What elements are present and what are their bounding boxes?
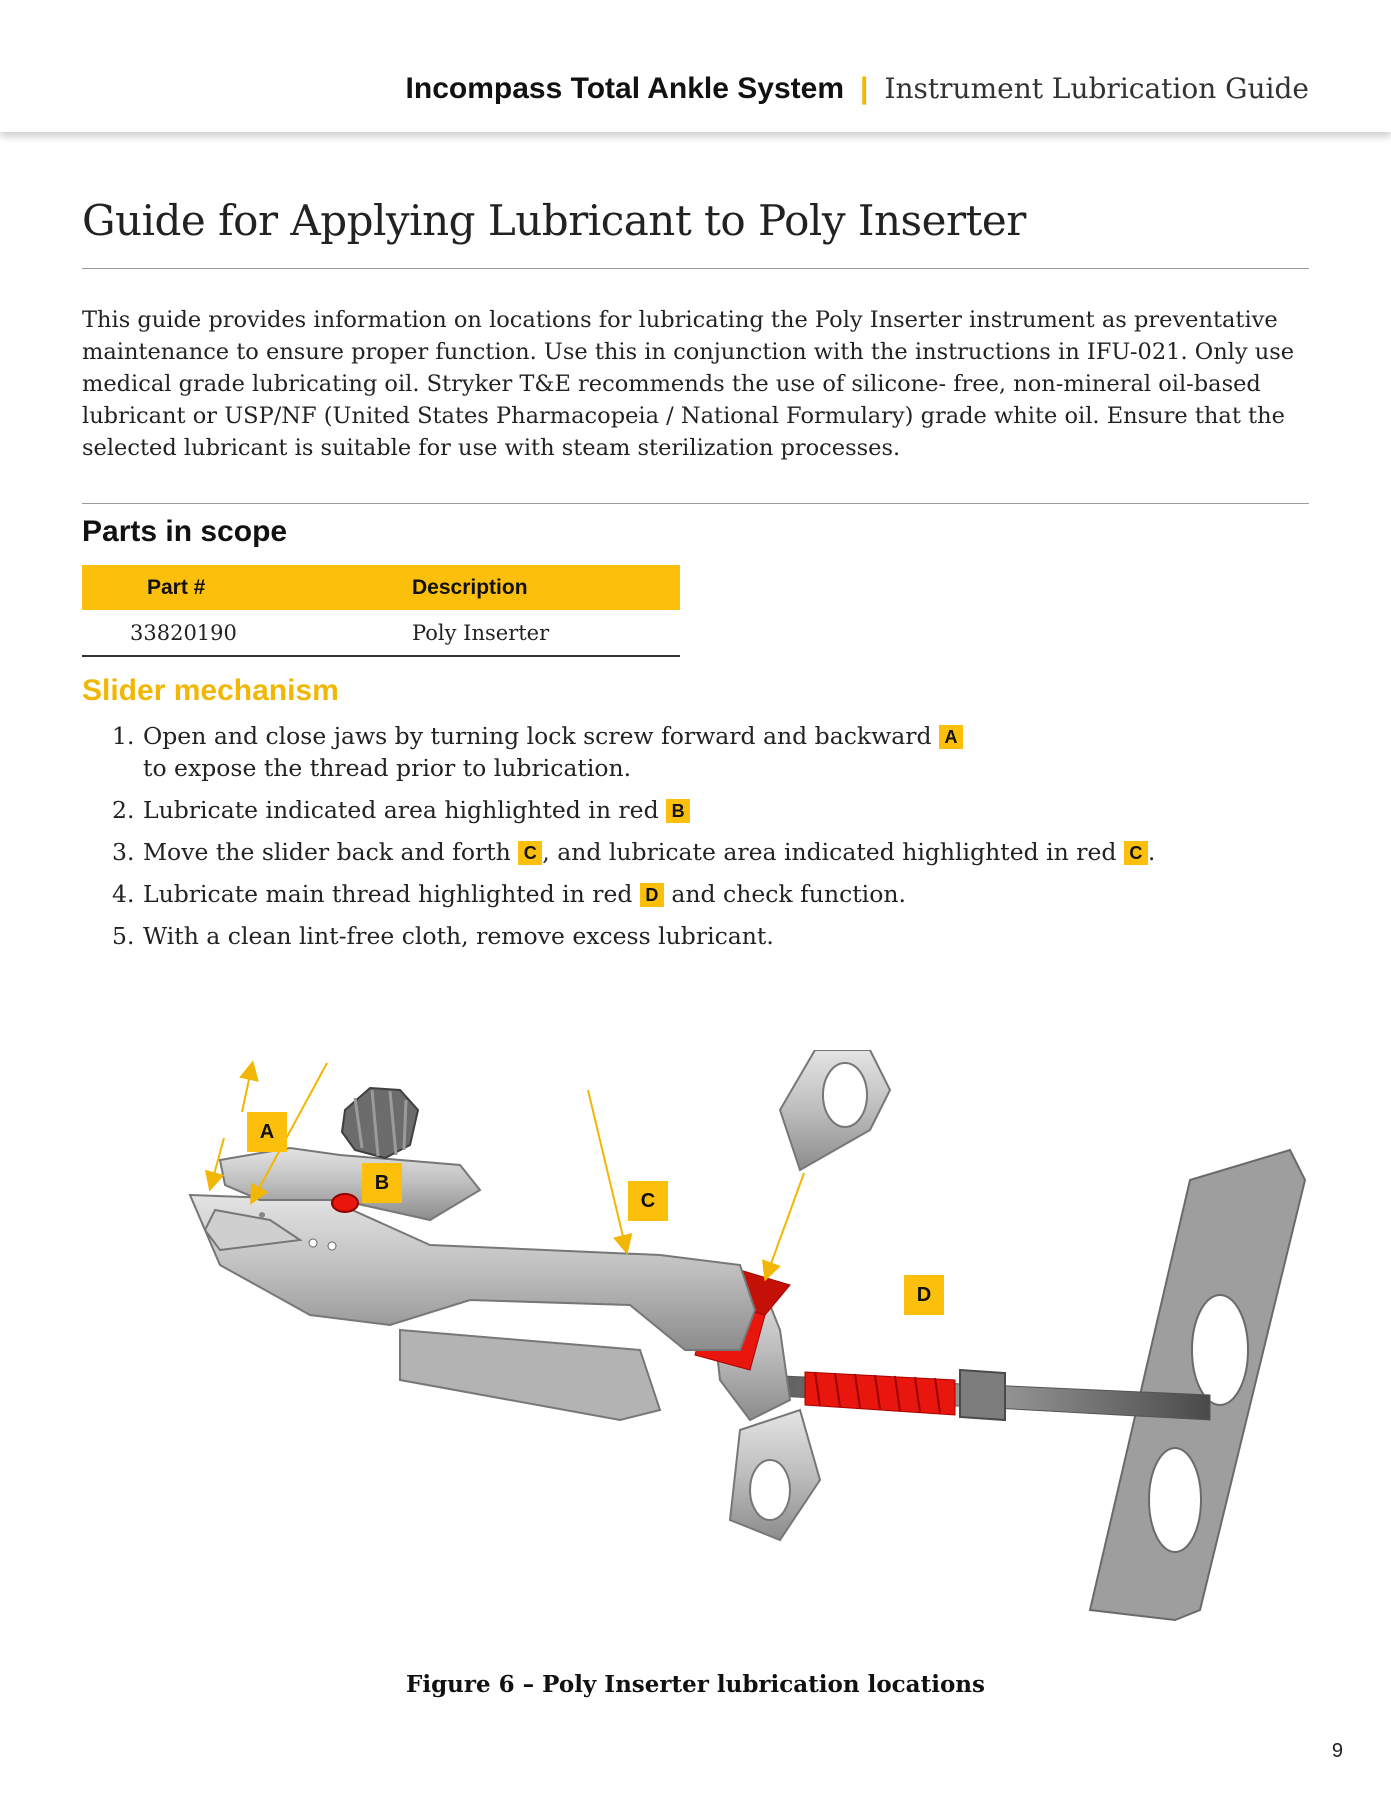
- step-list: [112, 720, 1292, 962]
- callout-badge-b: B: [666, 799, 690, 823]
- title-divider: [82, 268, 1309, 269]
- callout-label-a: A: [247, 1112, 287, 1152]
- lock-screw-knob: [342, 1088, 418, 1158]
- callout-label-d: D: [904, 1275, 944, 1315]
- list-item: 3. Move the slider back and forth C , and lubricate area indicated highlighted in red C .: [112, 838, 1156, 866]
- figure-caption: Figure 6 – Poly Inserter lubrication locations: [406, 1671, 985, 1698]
- parts-table: [82, 565, 680, 657]
- list-item: 5. With a clean lint-free cloth, remove excess lubricant.: [112, 922, 774, 950]
- column-header-description: Description: [412, 565, 680, 610]
- header-separator: |: [860, 72, 869, 105]
- page-header: [0, 0, 1391, 132]
- callout-badge-d: D: [640, 883, 664, 907]
- callout-badge-c: C: [1124, 841, 1148, 865]
- intro-paragraph: This guide provides information on locations for lubricating the Poly Inserter instrument as preventative maintenance to ensure proper function. Use this in conjunction with the instructions in IFU-021. Only use medical grade lubricating oil. Stryker T&E recommends the use of silicone- free, non-mineral oil-based lubricant or USP/NF (United States Pharmacopeia / National Formulary) grade white oil. Ensure that the selected lubricant is suitable for use with steam sterilization processes.: [82, 307, 1295, 461]
- inserter-body: [190, 1195, 755, 1350]
- list-item: 1. Open and close jaws by turning lock screw forward and backward A to expose the thread prior to lubrication.: [112, 720, 1292, 784]
- poly-inserter-figure: [100, 1050, 1320, 1650]
- parts-table-header-row: [82, 565, 680, 610]
- header-brand: Incompass Total Ankle System: [405, 72, 845, 105]
- list-item: 4. Lubricate main thread highlighted in red D and check function.: [112, 880, 906, 908]
- table-row: [82, 610, 680, 656]
- header-title-group: [406, 72, 1309, 106]
- description-cell: Poly Inserter: [412, 610, 680, 656]
- page-title: Guide for Applying Lubricant to Poly Inserter: [82, 196, 1026, 245]
- part-number-cell: 33820190: [82, 610, 412, 656]
- section-divider: [82, 503, 1309, 504]
- callout-label-c: C: [628, 1181, 668, 1221]
- callout-label-b: B: [362, 1163, 402, 1203]
- column-header-part-number: Part #: [82, 565, 412, 610]
- parts-in-scope-heading: Parts in scope: [82, 515, 288, 548]
- header-subtitle: Instrument Lubrication Guide: [884, 72, 1309, 105]
- callout-badge-c: C: [518, 841, 542, 865]
- slider-mechanism-heading: Slider mechanism: [82, 674, 339, 707]
- list-item: 2. Lubricate indicated area highlighted in red B: [112, 794, 1292, 826]
- spring-highlight: [332, 1194, 358, 1212]
- page-number: 9: [1331, 1740, 1343, 1762]
- callout-badge-a: A: [939, 725, 963, 749]
